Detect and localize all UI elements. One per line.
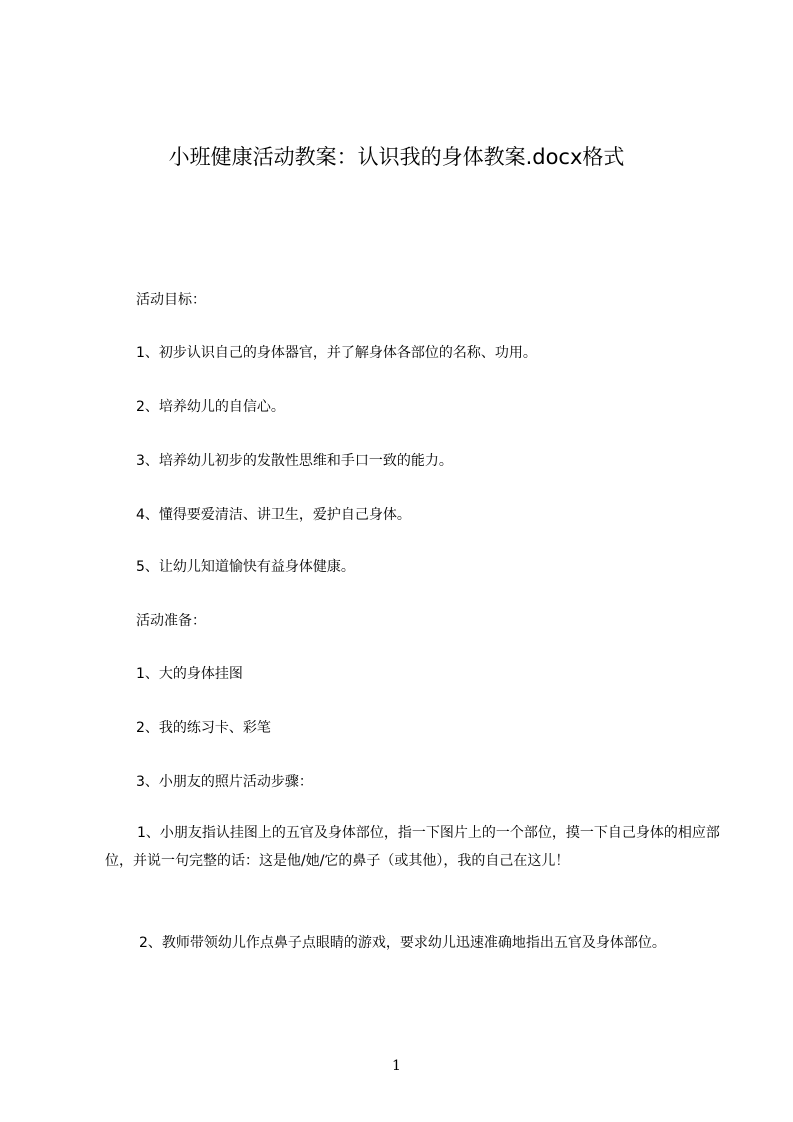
step-paragraph-2: 2、教师带领幼儿作点鼻子点眼睛的游戏，要求幼儿迅速准确地指出五官及身体部位。 — [139, 935, 666, 951]
goal-item-3: 3、培养幼儿初步的发散性思维和手口一致的能力。 — [136, 453, 453, 469]
goal-item-5: 5、让幼儿知道愉快有益身体健康。 — [136, 559, 355, 575]
page-number: 1 — [392, 1058, 401, 1074]
goal-item-2: 2、培养幼儿的自信心。 — [136, 399, 285, 415]
preparation-item-3: 3、小朋友的照片活动步骤： — [136, 774, 313, 790]
goal-item-1: 1、初步认识自己的身体器官，并了解身体各部位的名称、功用。 — [136, 345, 537, 361]
step-paragraph-1: 1、小朋友指认挂图上的五官及身体部位，指一下图片上的一个部位，摸一下自己身体的相应部位，并说一句完整的话：这是他/她/它的鼻子（或其他），我的自己在这儿！ — [105, 825, 720, 869]
section-heading-preparation: 活动准备： — [136, 613, 206, 629]
preparation-item-1: 1、大的身体挂图 — [136, 666, 243, 682]
preparation-item-2: 2、我的练习卡、彩笔 — [136, 720, 271, 736]
section-heading-goals: 活动目标： — [136, 292, 206, 308]
document-title: 小班健康活动教案：认识我的身体教案.docx格式 — [168, 145, 625, 169]
goal-item-4: 4、懂得要爱清洁、讲卫生，爱护自己身体。 — [136, 507, 411, 523]
